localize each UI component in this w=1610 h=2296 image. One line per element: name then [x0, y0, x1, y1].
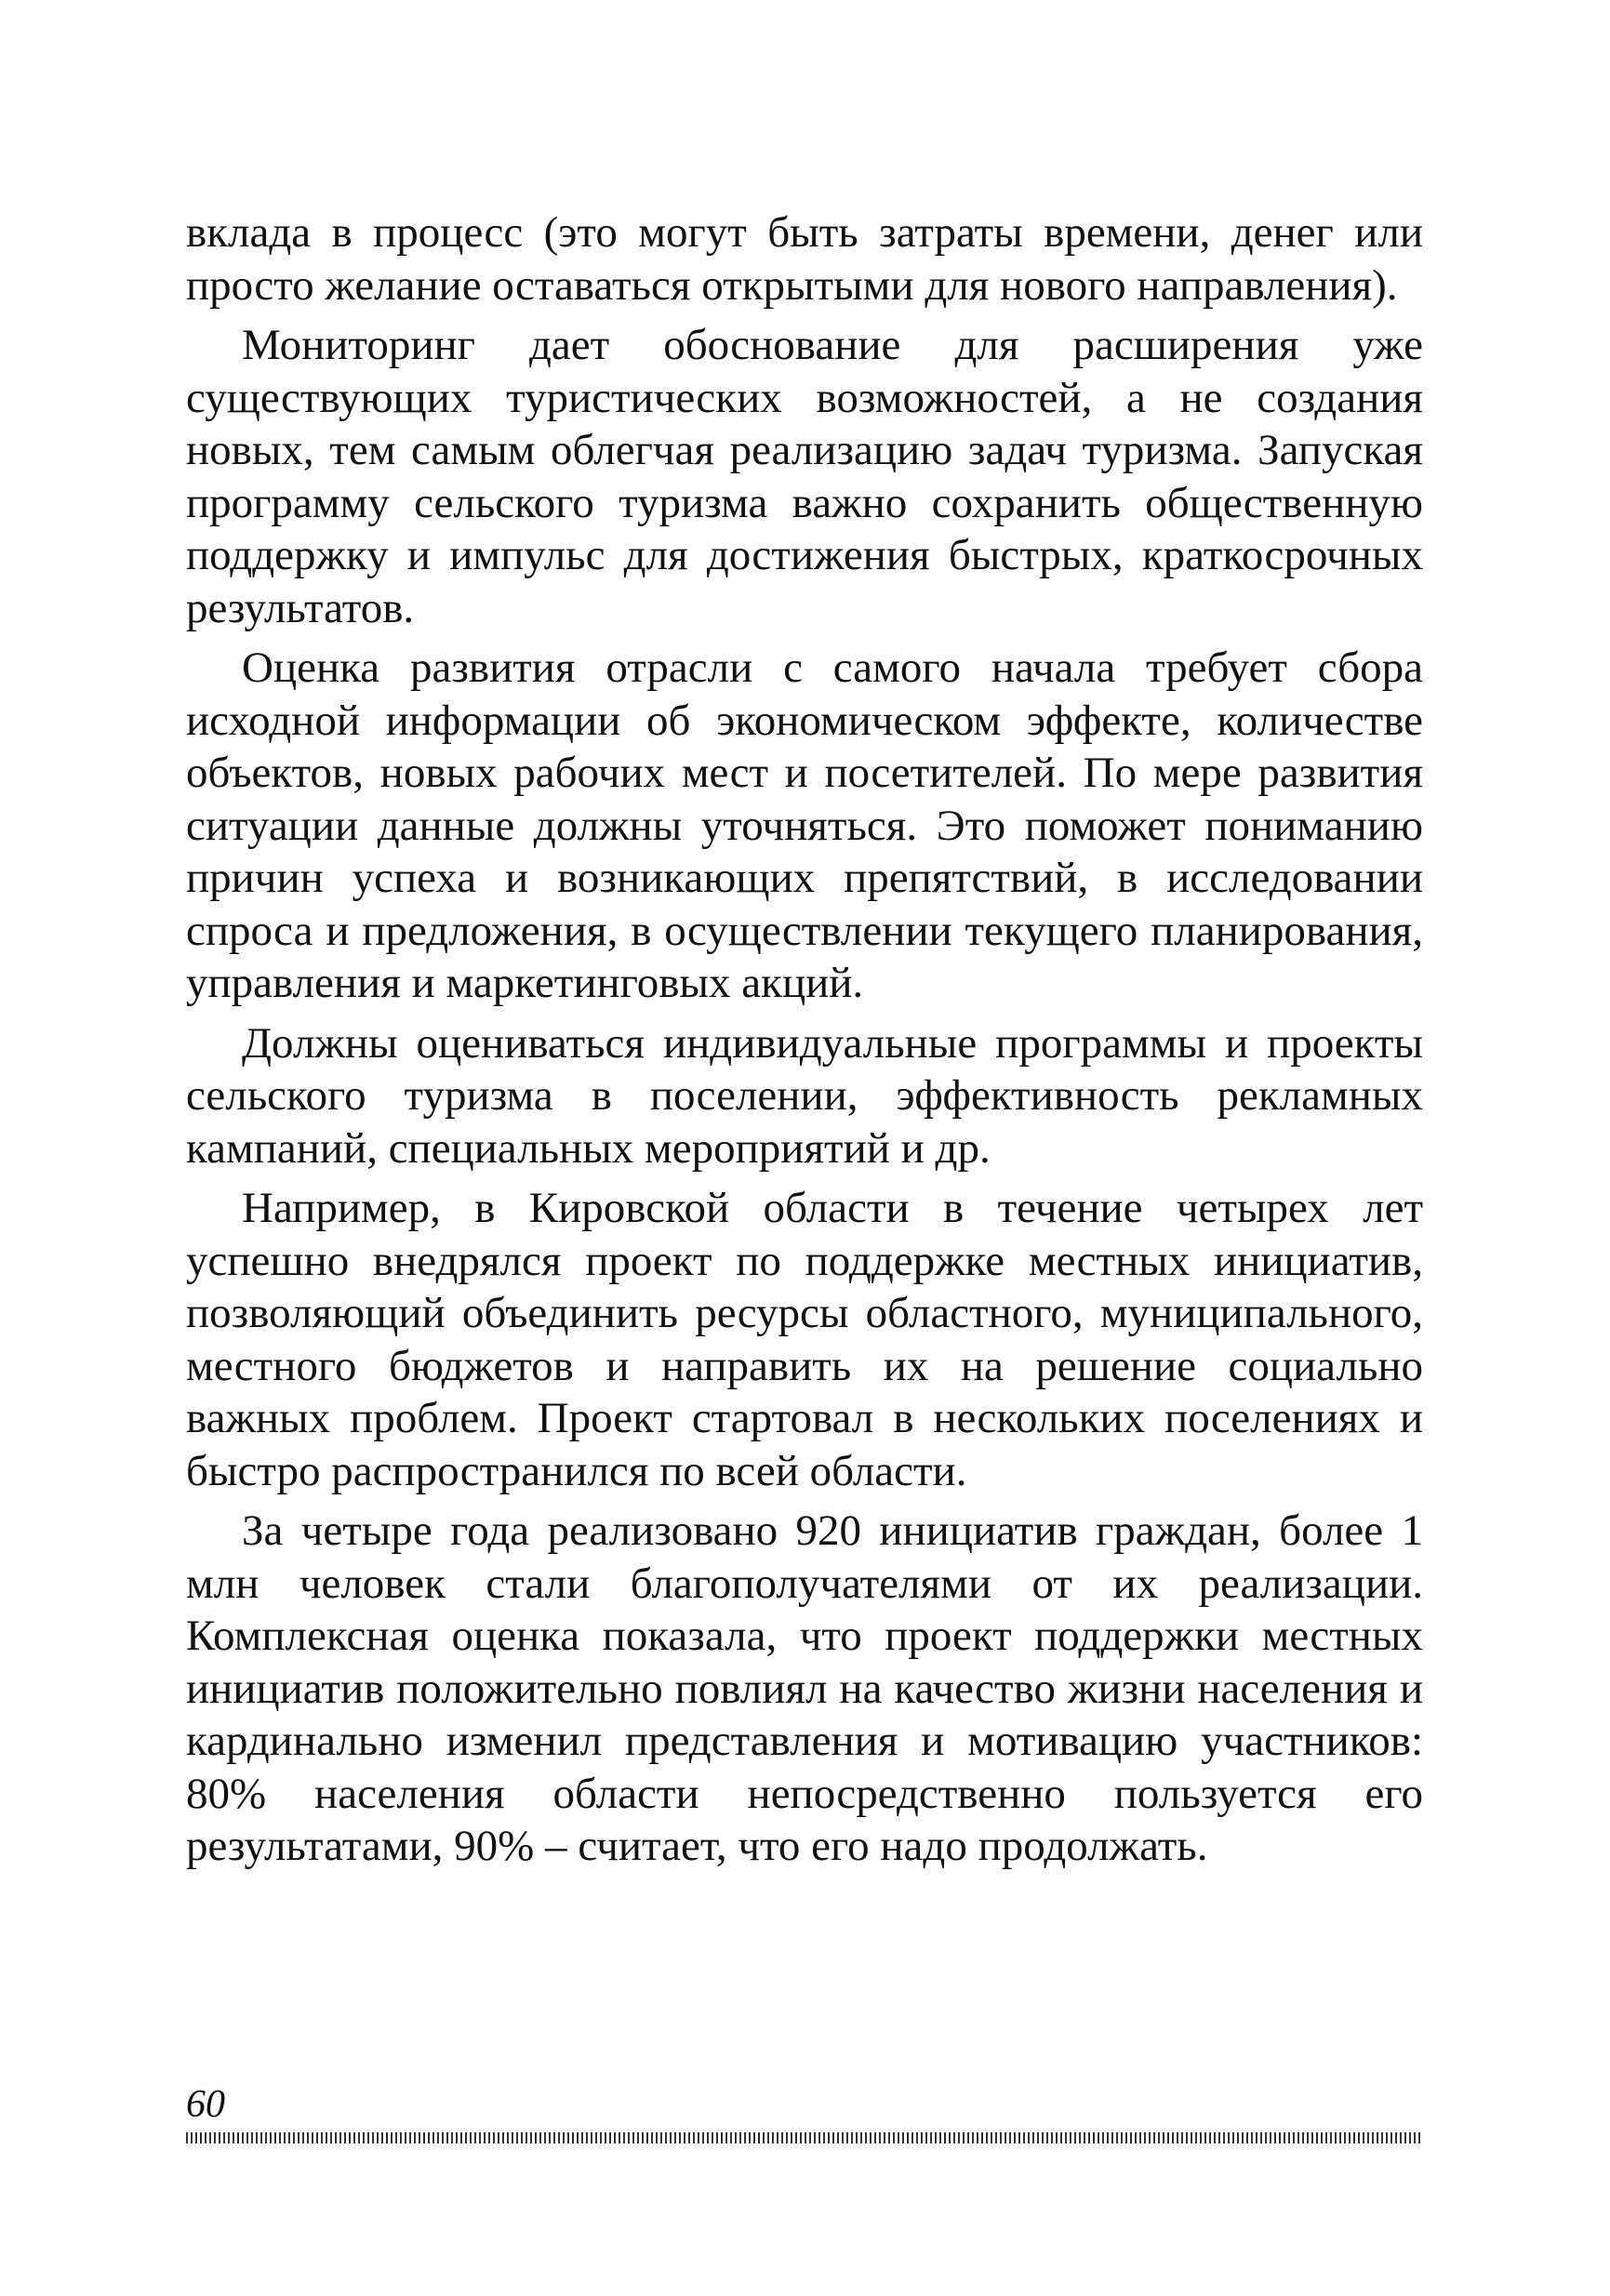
paragraph-kirov-example: Например, в Кировской области в течение четырех лет успешно внедрялся проект по поддержке местных инициатив, позволяющий объединить ресурсы областного, муниципального, местного бюджетов и направить их на решение социально важных проблем. Проект стартовал в нескольких поселениях и быстро распространился по всей области. — [186, 1184, 1423, 1495]
paragraph-continuation: вклада в процесс (это могут быть затраты времени, денег или просто желание оставаться открытыми для нового направления). — [186, 208, 1423, 310]
paragraph-results: За четыре года реализовано 920 инициатив граждан, более 1 млн человек стали благополучателями от их реализации. Комплексная оценка показала, что проект поддержки местных инициатив положительно повлиял на качество жизни населения и кардинально изменил представления и мотивацию участников: 80% населения области непосредственно пользуется его результатами, 90% – считает, что его надо продолжать. — [186, 1506, 1423, 1870]
page-body — [186, 206, 1423, 1880]
footer-rule — [186, 2132, 1423, 2143]
paragraph-assessment: Оценка развития отрасли с самого начала требует сбора исходной информации об экономическом эффекте, количестве объектов, новых рабочих мест и посетителей. По мере развития ситуации данные должны уточняться. Это поможет пониманию причин успеха и возникающих препятствий, в исследовании спроса и предложения, в осуществлении текущего планирования, управления и маркетинговых акций. — [186, 644, 1423, 1007]
page-number: 60 — [186, 2083, 225, 2126]
paragraph-programs: Должны оцениваться индивидуальные программы и проекты сельского туризма в поселении, эффективность рекламных кампаний, специальных мероприятий и др. — [186, 1018, 1423, 1173]
paragraph-monitoring: Мониторинг дает обоснование для расширения уже существующих туристических возможностей, а не создания новых, тем самым облегчая реализацию задач туризма. Запуская программу сельского туризма важно сохранить общественную поддержку и импульс для достижения быстрых, краткосрочных результатов. — [186, 321, 1423, 632]
